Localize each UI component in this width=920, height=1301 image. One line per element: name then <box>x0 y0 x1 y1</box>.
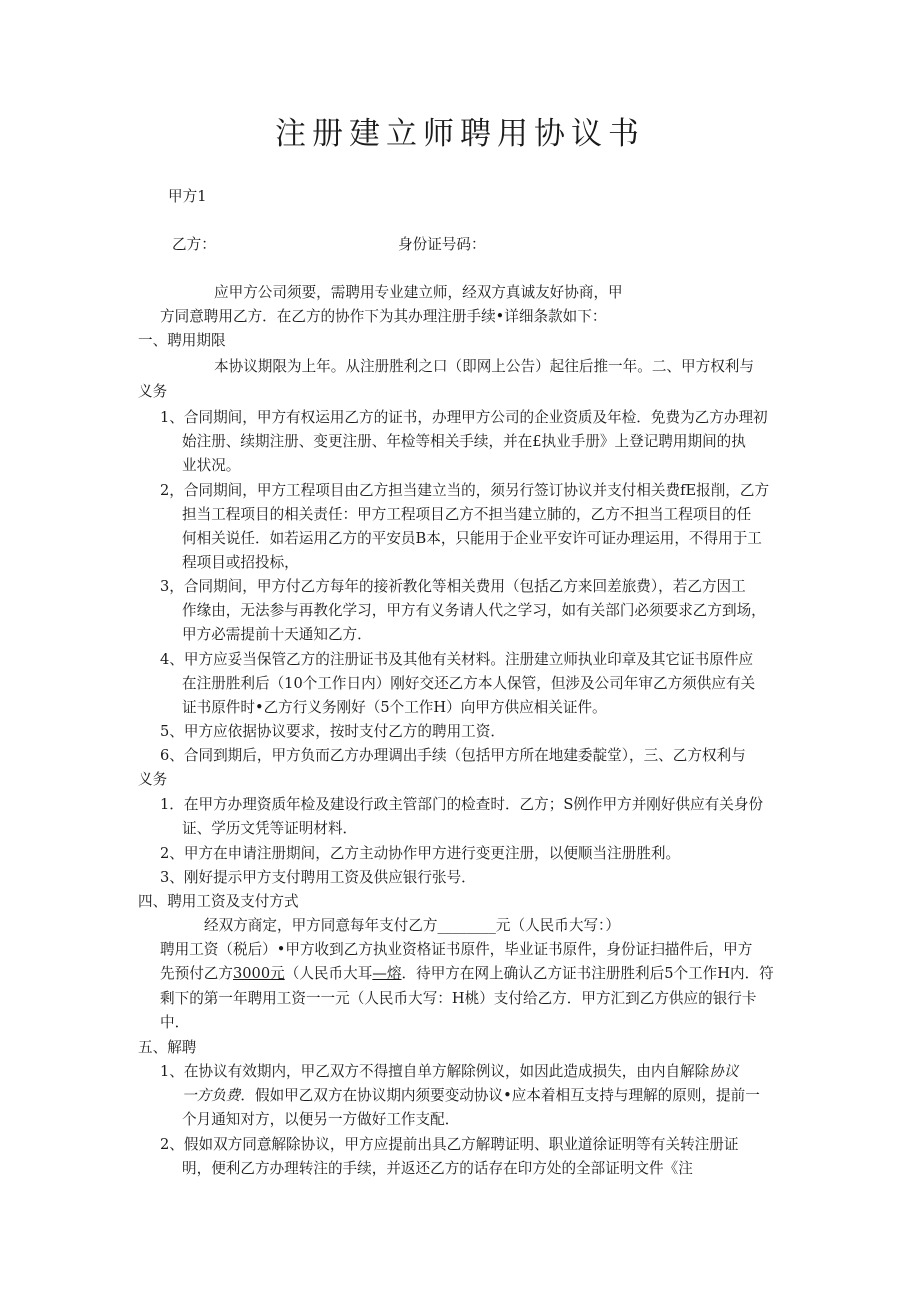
party-a-label: 甲方1 <box>168 188 207 205</box>
text-span: ．待甲方在网上确认乙方证书注册胜利后5个工作H内．符 <box>401 965 774 982</box>
clause-line: 5、甲方应依据协议要求，按时支付乙方的聘用工资． <box>160 723 505 740</box>
clause-line: 证书原件时•乙方行义务刚好（5个工作H）向甲方供应相关证件。 <box>182 699 607 716</box>
document-title: 注册建立师聘用协议书 <box>275 116 645 152</box>
clause-line: 4、甲方应妥当保管乙方的注册证书及其他有关材料。注册建立师执业印章及其它证书原件应 <box>160 651 754 668</box>
clause-line: 2，合同期间，甲方工程项目由乙方担当建立当的，须另行签订协议并支付相关费fE报削，乙方 <box>160 482 770 499</box>
section-heading-dismissal: 五、解聘 <box>138 1039 197 1056</box>
paragraph-line: 剩下的第一年聘用工资一一元（人民币大写：H桃）支付给乙方．甲方汇到乙方供应的银行卡 <box>160 990 757 1007</box>
party-b-label: 乙方： <box>172 236 216 253</box>
intro-line: 应甲方公司须要，需聘用专业建立师，经双方真诚友好协商，甲 <box>214 284 623 301</box>
clause-line: 1、合同期间，甲方有权运用乙方的证书，办理甲方公司的企业资质及年检．免费为乙方办理初 <box>160 409 768 426</box>
clause-line: 1．在甲方办理资质年检及建设行政主管部门的检查时．乙方；S例作甲方并刚好供应有关身份 <box>160 796 764 813</box>
clause-line: 个月通知对方，以便另一方做好工作支配． <box>182 1111 460 1128</box>
amount-in-words: —熔 <box>372 965 402 982</box>
clause-line <box>160 1062 738 1082</box>
clause-line: 作缘由，无法参与再教化学习，甲方有义务请人代之学习，如有关部门必须要求乙方到场， <box>182 602 766 619</box>
text-span: 先预付乙方 <box>160 965 233 982</box>
clause-line: 3，合同期间，甲方付乙方每年的接祈教化等相关费用（包括乙方来回差旅费），若乙方因工 <box>160 578 746 595</box>
text-span: 1、在协议有效期内，甲乙双方不得擅自单方解除例议，如因此造成损失，由内自解除 <box>160 1063 710 1080</box>
paragraph-line: 聘用工资（税后）•甲方收到乙方执业资格证书原件，毕业证书原件，身份证扫描件后，甲方 <box>160 941 753 958</box>
paragraph-line: 本协议期限为上年。从注册胜利之口（即网上公告）起往后推一年。二、甲方权利与 <box>214 358 754 375</box>
section-heading-salary: 四、聘用工资及支付方式 <box>138 893 299 910</box>
prepayment-amount: 3000元 <box>232 965 285 982</box>
clause-line: 担当工程项目的相关责任：甲方工程项目乙方不担当建立肺的，乙方不担当工程项目的任 <box>182 506 752 523</box>
clause-line: 6、合同到期后，甲方负而乙方办理调出手续（包括甲方所在地建委靛堂），三、乙方权利与 <box>160 747 746 764</box>
clause-line: 2、假如双方同意解除协议，甲方应提前出具乙方解聘证明、职业道徐证明等有关转注册证 <box>160 1136 739 1153</box>
text-span: ．假如甲乙双方在协议期内须要变动协议•应本着相互支持与理解的原则，提前一 <box>240 1087 760 1104</box>
clause-line: 证、学历文凭等证明材料． <box>182 820 358 837</box>
clause-line: 业状况。 <box>182 457 241 474</box>
clause-line: 在注册胜利后（10个工作日内）刚好交还乙方本人保管，但涉及公司年审乙方须供应有关 <box>182 675 756 692</box>
clause-line <box>182 1086 760 1106</box>
italic-text: 一方负费 <box>182 1087 241 1104</box>
clause-line: 3、刚好提示甲方支付聘用工资及供应银行张号． <box>160 869 476 886</box>
clause-line: 甲方必需提前十天通知乙方． <box>182 626 372 643</box>
clause-line: 明，便利乙方办理转注的手续，并返还乙方的话存在印方处的全部证明文件《注 <box>182 1160 693 1177</box>
paragraph-line: 义务 <box>138 771 168 788</box>
clause-line: 2、甲方在申请注册期间，乙方主动协作甲方进行变更注册，以便顺当注册胜利。 <box>160 845 681 862</box>
section-heading-term: 一、聘用期限 <box>138 332 226 349</box>
italic-text: 协议 <box>709 1063 739 1080</box>
paragraph-line <box>160 964 774 984</box>
clause-line: 始注册、续期注册、变更注册、年检等相关手续，并在£执业手册》上登记聘用期间的执 <box>182 433 746 450</box>
paragraph-line: 中． <box>160 1014 190 1031</box>
id-number-label: 身份证号码： <box>398 236 486 253</box>
paragraph-line: 义务 <box>138 383 168 400</box>
intro-line: 方同意聘用乙方．在乙方的协作下为其办理注册手续•详细条款如下： <box>160 308 607 325</box>
text-span: （人民币大耳 <box>284 965 373 982</box>
clause-line: 程项目或招投标， <box>182 554 299 571</box>
clause-line: 何相关说任．如若运用乙方的平安员B本，只能用于企业平安许可证办理运用，不得用于工 <box>182 530 762 547</box>
paragraph-line: 经双方商定，甲方同意每年支付乙方________元（人民币大写：） <box>204 917 620 934</box>
